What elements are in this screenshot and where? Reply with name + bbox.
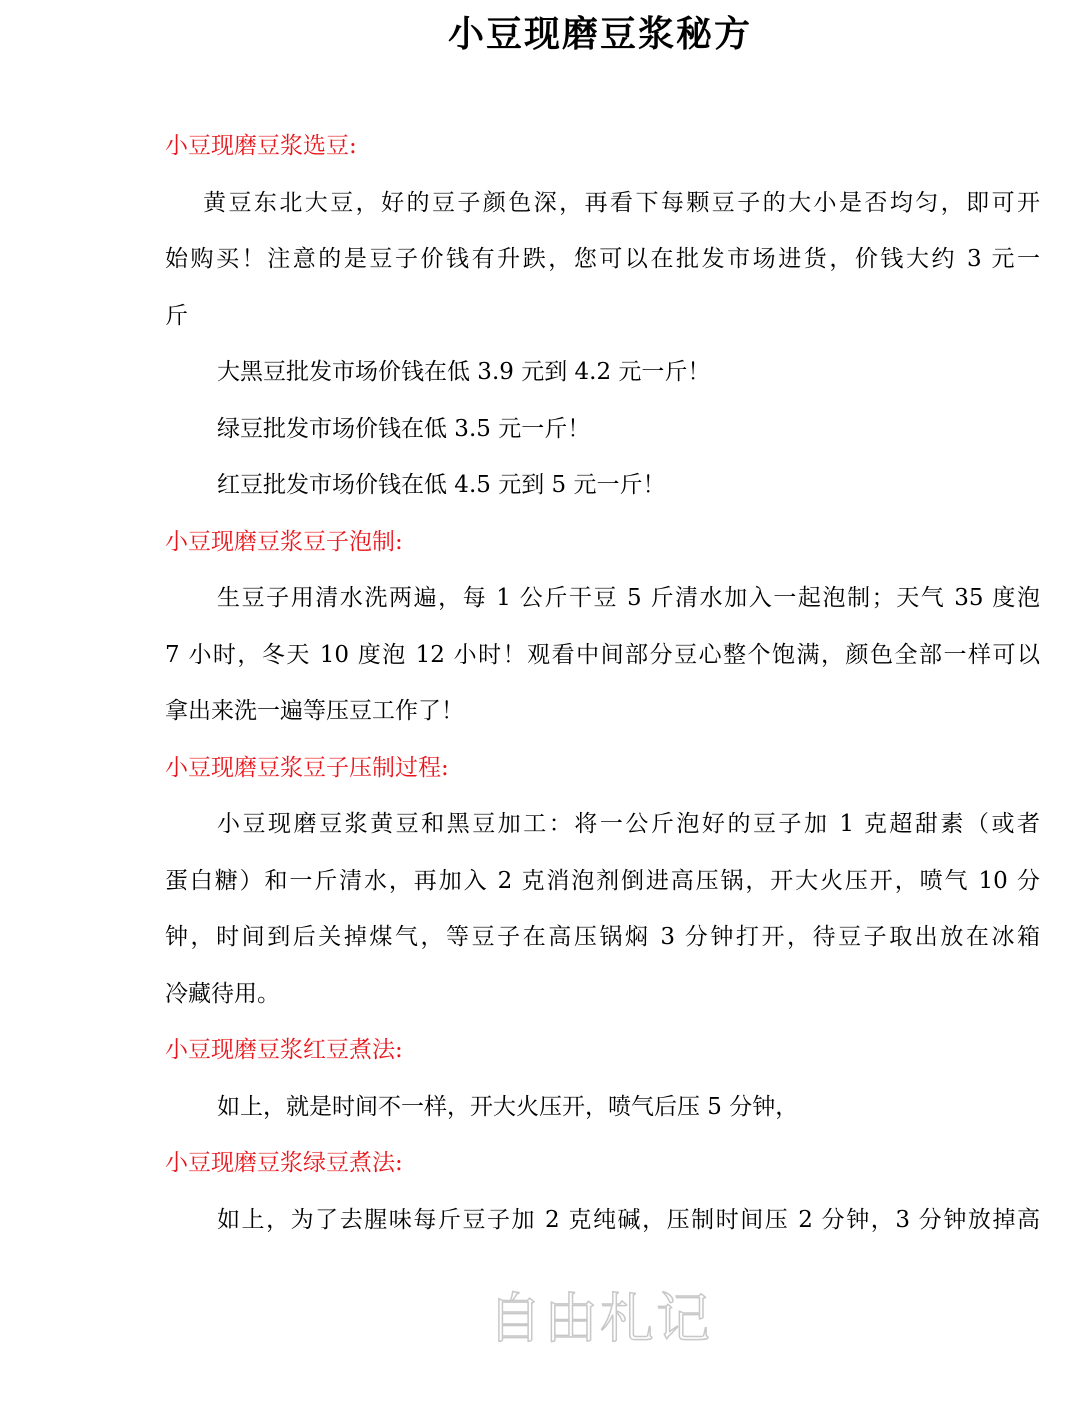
section-heading-soaking: 小豆现磨豆浆豆子泡制: <box>165 528 403 555</box>
paragraph-line: 拿出来洗一遍等压豆工作了！ <box>165 698 464 724</box>
paragraph-line: 蛋白糖）和一斤清水，再加入 2 克消泡剂倒进高压锅，开大火压开，喷气 10 分 <box>165 867 1040 894</box>
section-heading-mung-bean: 小豆现磨豆浆绿豆煮法: <box>165 1150 403 1176</box>
paragraph-line: 斤 <box>165 302 188 329</box>
paragraph-line: 黄豆东北大豆，好的豆子颜色深，再看下每颗豆子的大小是否均匀，即可开 <box>203 189 1040 216</box>
paragraph-line: 7 小时，冬天 10 度泡 12 小时！观看中间部分豆心整个饱满，颜色全部一样可以 <box>165 641 1040 668</box>
section-heading-red-bean: 小豆现磨豆浆红豆煮法: <box>165 1037 403 1063</box>
watermark: 自由札记 <box>488 1287 712 1350</box>
paragraph-line: 如上，就是时间不一样，开大火压开，喷气后压 5 分钟， <box>217 1093 799 1120</box>
paragraph-line: 钟，时间到后关掉煤气，等豆子在高压锅焖 3 分钟打开，待豆子取出放在冰箱 <box>165 924 1040 950</box>
paragraph-line: 如上，为了去腥味每斤豆子加 2 克纯碱，压制时间压 2 分钟，3 分钟放掉高 <box>217 1206 1040 1233</box>
price-line-red-bean: 红豆批发市场价钱在低 4.5 元到 5 元一斤！ <box>217 472 666 498</box>
paragraph-line: 始购买！注意的是豆子价钱有升跌，您可以在批发市场进货，价钱大约 3 元一 <box>165 246 1040 272</box>
section-heading-bean-selection: 小豆现磨豆浆选豆: <box>165 133 357 159</box>
section-heading-pressing: 小豆现磨豆浆豆子压制过程: <box>165 754 449 781</box>
paragraph-line: 小豆现磨豆浆黄豆和黑豆加工：将一公斤泡好的豆子加 1 克超甜素（或者 <box>217 811 1040 837</box>
page-title: 小豆现磨豆浆秘方 <box>447 14 752 55</box>
paragraph-line: 生豆子用清水洗两遍，每 1 公斤干豆 5 斤清水加入一起泡制；天气 35 度泡 <box>217 585 1040 611</box>
price-line-mung-bean: 绿豆批发市场价钱在低 3.5 元一斤！ <box>217 415 591 442</box>
document-body <box>165 118 1040 1248</box>
paragraph-line: 冷藏待用。 <box>165 980 280 1007</box>
price-line-black-bean: 大黑豆批发市场价钱在低 3.9 元到 4.2 元一斤！ <box>217 359 711 385</box>
